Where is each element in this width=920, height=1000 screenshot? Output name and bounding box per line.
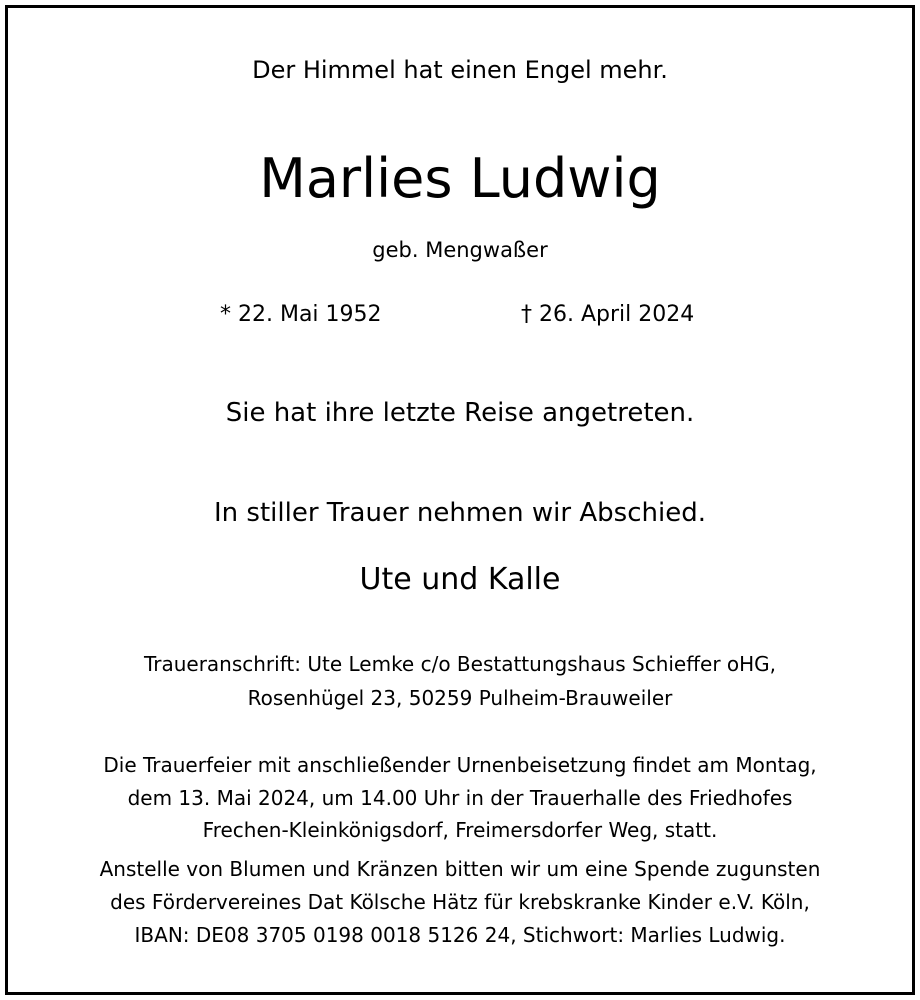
address-line: Traueranschrift: Ute Lemke c/o Bestattungshaus Schieffer oHG,: [143, 652, 777, 676]
address-line: Rosenhügel 23, 50259 Pulheim-Brauweiler: [247, 686, 673, 710]
motto: Der Himmel hat einen Engel mehr.: [252, 56, 668, 84]
funeral-info-line: dem 13. Mai 2024, um 14.00 Uhr in der Trauerhalle des Friedhofes: [127, 786, 793, 810]
death-date: † 26. April 2024: [521, 302, 695, 327]
donation-info-line: Anstelle von Blumen und Kränzen bitten wir um eine Spende zugunsten: [99, 857, 821, 881]
maiden-name: geb. Mengwaßer: [372, 238, 548, 262]
last-journey-line: Sie hat ihre letzte Reise angetreten.: [225, 398, 695, 428]
birth-date: * 22. Mai 1952: [220, 302, 382, 327]
donation-info-line: IBAN: DE08 3705 0198 0018 5126 24, Stichwort: Marlies Ludwig.: [134, 923, 786, 947]
farewell-line: In stiller Trauer nehmen wir Abschied.: [214, 498, 706, 528]
donation-info-line: des Fördervereines Dat Kölsche Hätz für krebskranke Kinder e.V. Köln,: [110, 890, 810, 914]
funeral-info-line: Frechen-Kleinkönigsdorf, Freimersdorfer Weg, statt.: [202, 818, 718, 842]
deceased-name: Marlies Ludwig: [259, 147, 661, 210]
family-names: Ute und Kalle: [359, 562, 561, 597]
funeral-info-line: Die Trauerfeier mit anschließender Urnenbeisetzung findet am Montag,: [103, 753, 817, 777]
